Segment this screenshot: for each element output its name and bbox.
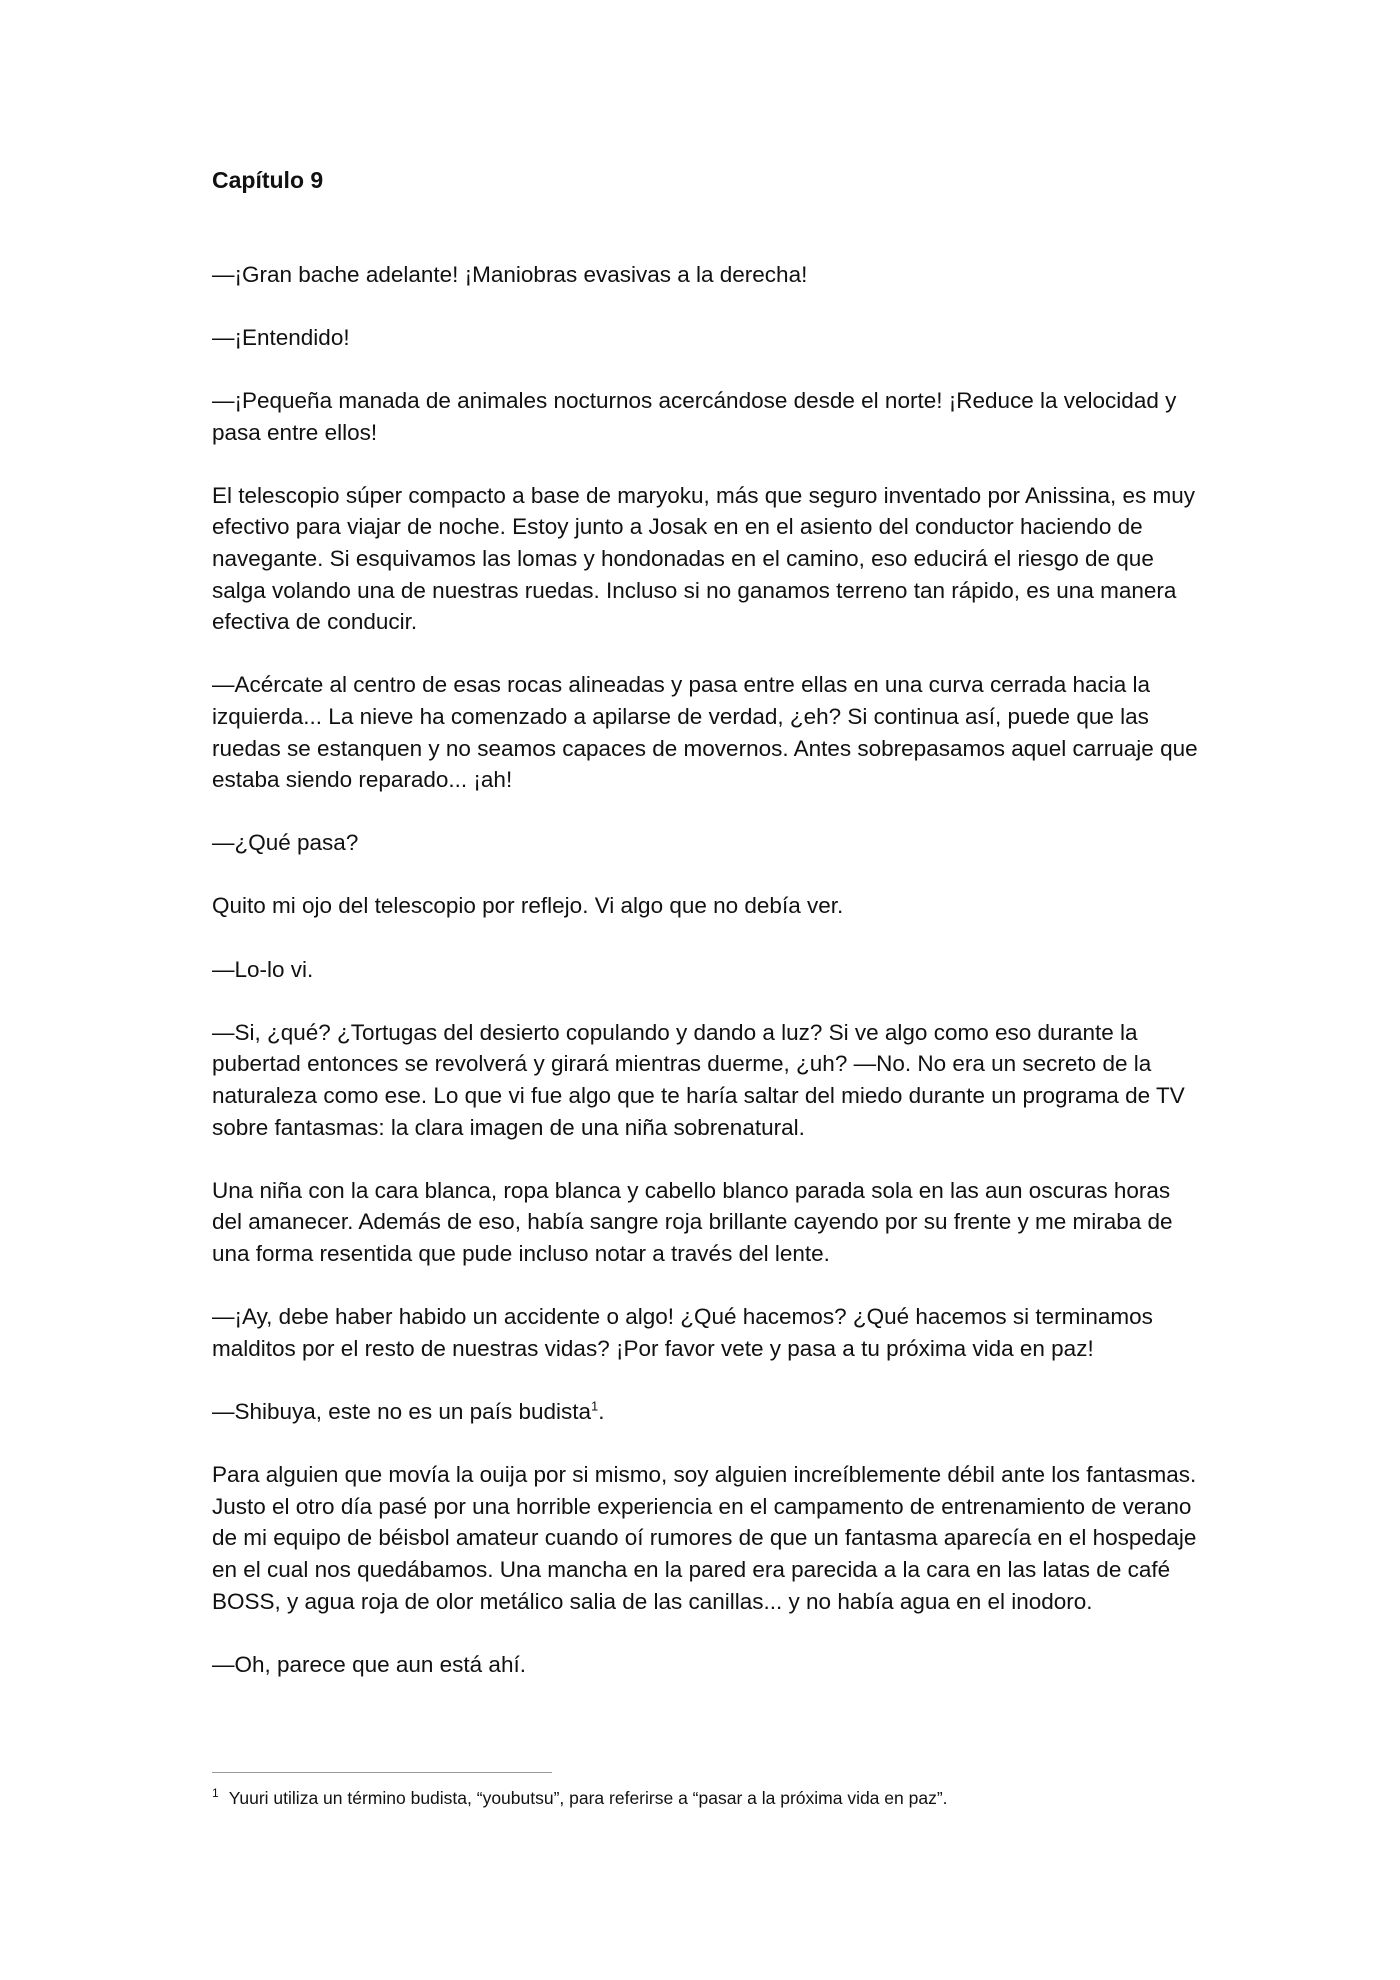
paragraph: Una niña con la cara blanca, ropa blanca y cabello blanco parada sola en las aun oscuras horas del amanecer. Además de eso, había sangre roja brillante cayendo por su frente y me miraba de una forma resentida que pude incluso notar a través del lente.: [212, 1177, 1173, 1266]
document-body: [212, 165, 1202, 1712]
footnote-reference[interactable]: 1: [591, 1398, 599, 1414]
paragraph: —Lo-lo vi.: [212, 956, 314, 982]
paragraph: Para alguien que movía la ouija por si mismo, soy alguien increíblemente débil ante los fantasmas. Justo el otro día pasé por una horrible experiencia en el campamento de entrenamiento de verano de mi equipo de béisbol amateur cuando oí rumores de que un fantasma aparecía en el hospedaje en el cual nos quedábamos. Una mancha en la pared era parecida a la cara en las latas de café BOSS, y agua roja de olor metálico salia de las canillas... y no había agua en el inodoro.: [212, 1462, 1197, 1614]
footnote-text: Yuuri utiliza un término budista, “youbutsu”, para referirse a “pasar a la próxima vida en paz”.: [228, 1788, 948, 1808]
paragraph: —¿Qué pasa?: [212, 830, 359, 856]
paragraph: —Acércate al centro de esas rocas alineadas y pasa entre ellas en una curva cerrada hacia la izquierda... La nieve ha comenzado a apilarse de verdad, ¿eh? Si continua así, puede que las ruedas se estanquen y no seamos capaces de movernos. Antes sobrepasamos aquel carruaje que estaba siendo reparado... ¡ah!: [212, 672, 1198, 793]
chapter-title: Capítulo 9: [212, 167, 324, 193]
paragraph: —Si, ¿qué? ¿Tortugas del desierto copulando y dando a luz? Si ve algo como eso durante la pubertad entonces se revolverá y girará mientras duerme, ¿uh? —No. No era un secreto de la naturaleza como ese. Lo que vi fue algo que te haría saltar del miedo durante un programa de TV sobre fantasmas: la clara imagen de una niña sobrenatural.: [212, 1019, 1185, 1140]
paragraph: —¡Pequeña manada de animales nocturnos acercándose desde el norte! ¡Reduce la velocidad y pasa entre ellos!: [212, 387, 1177, 445]
paragraph: —¡Gran bache adelante! ¡Maniobras evasivas a la derecha!: [212, 261, 808, 287]
paragraph-text: —Shibuya, este no es un país budista: [212, 1398, 591, 1424]
paragraph: —¡Ay, debe haber habido un accidente o algo! ¿Qué hacemos? ¿Qué hacemos si terminamos malditos por el resto de nuestras vidas? ¡Por favor vete y pasa a tu próxima vida en paz!: [212, 1304, 1153, 1361]
footnote: [212, 1786, 1212, 1810]
paragraph: —Oh, parece que aun está ahí.: [212, 1651, 526, 1677]
paragraph-with-footnote: [212, 1396, 1202, 1428]
footnote-separator: [212, 1772, 552, 1773]
footnote-mark: 1: [212, 1786, 219, 1801]
paragraph: El telescopio súper compacto a base de maryoku, más que seguro inventado por Anissina, es muy efectivo para viajar de noche. Estoy junto a Josak en en el asiento del conductor haciendo de navegante. Si esquivamos las lomas y hondonadas en el camino, eso educirá el riesgo de que salga volando una de nuestras ruedas. Incluso si no ganamos terreno tan rápido, es una manera efectiva de conducir.: [212, 482, 1196, 635]
paragraph: —¡Entendido!: [212, 324, 350, 350]
paragraph-trailing-punctuation: .: [598, 1398, 605, 1424]
paragraph: Quito mi ojo del telescopio por reflejo. Vi algo que no debía ver.: [212, 893, 844, 919]
